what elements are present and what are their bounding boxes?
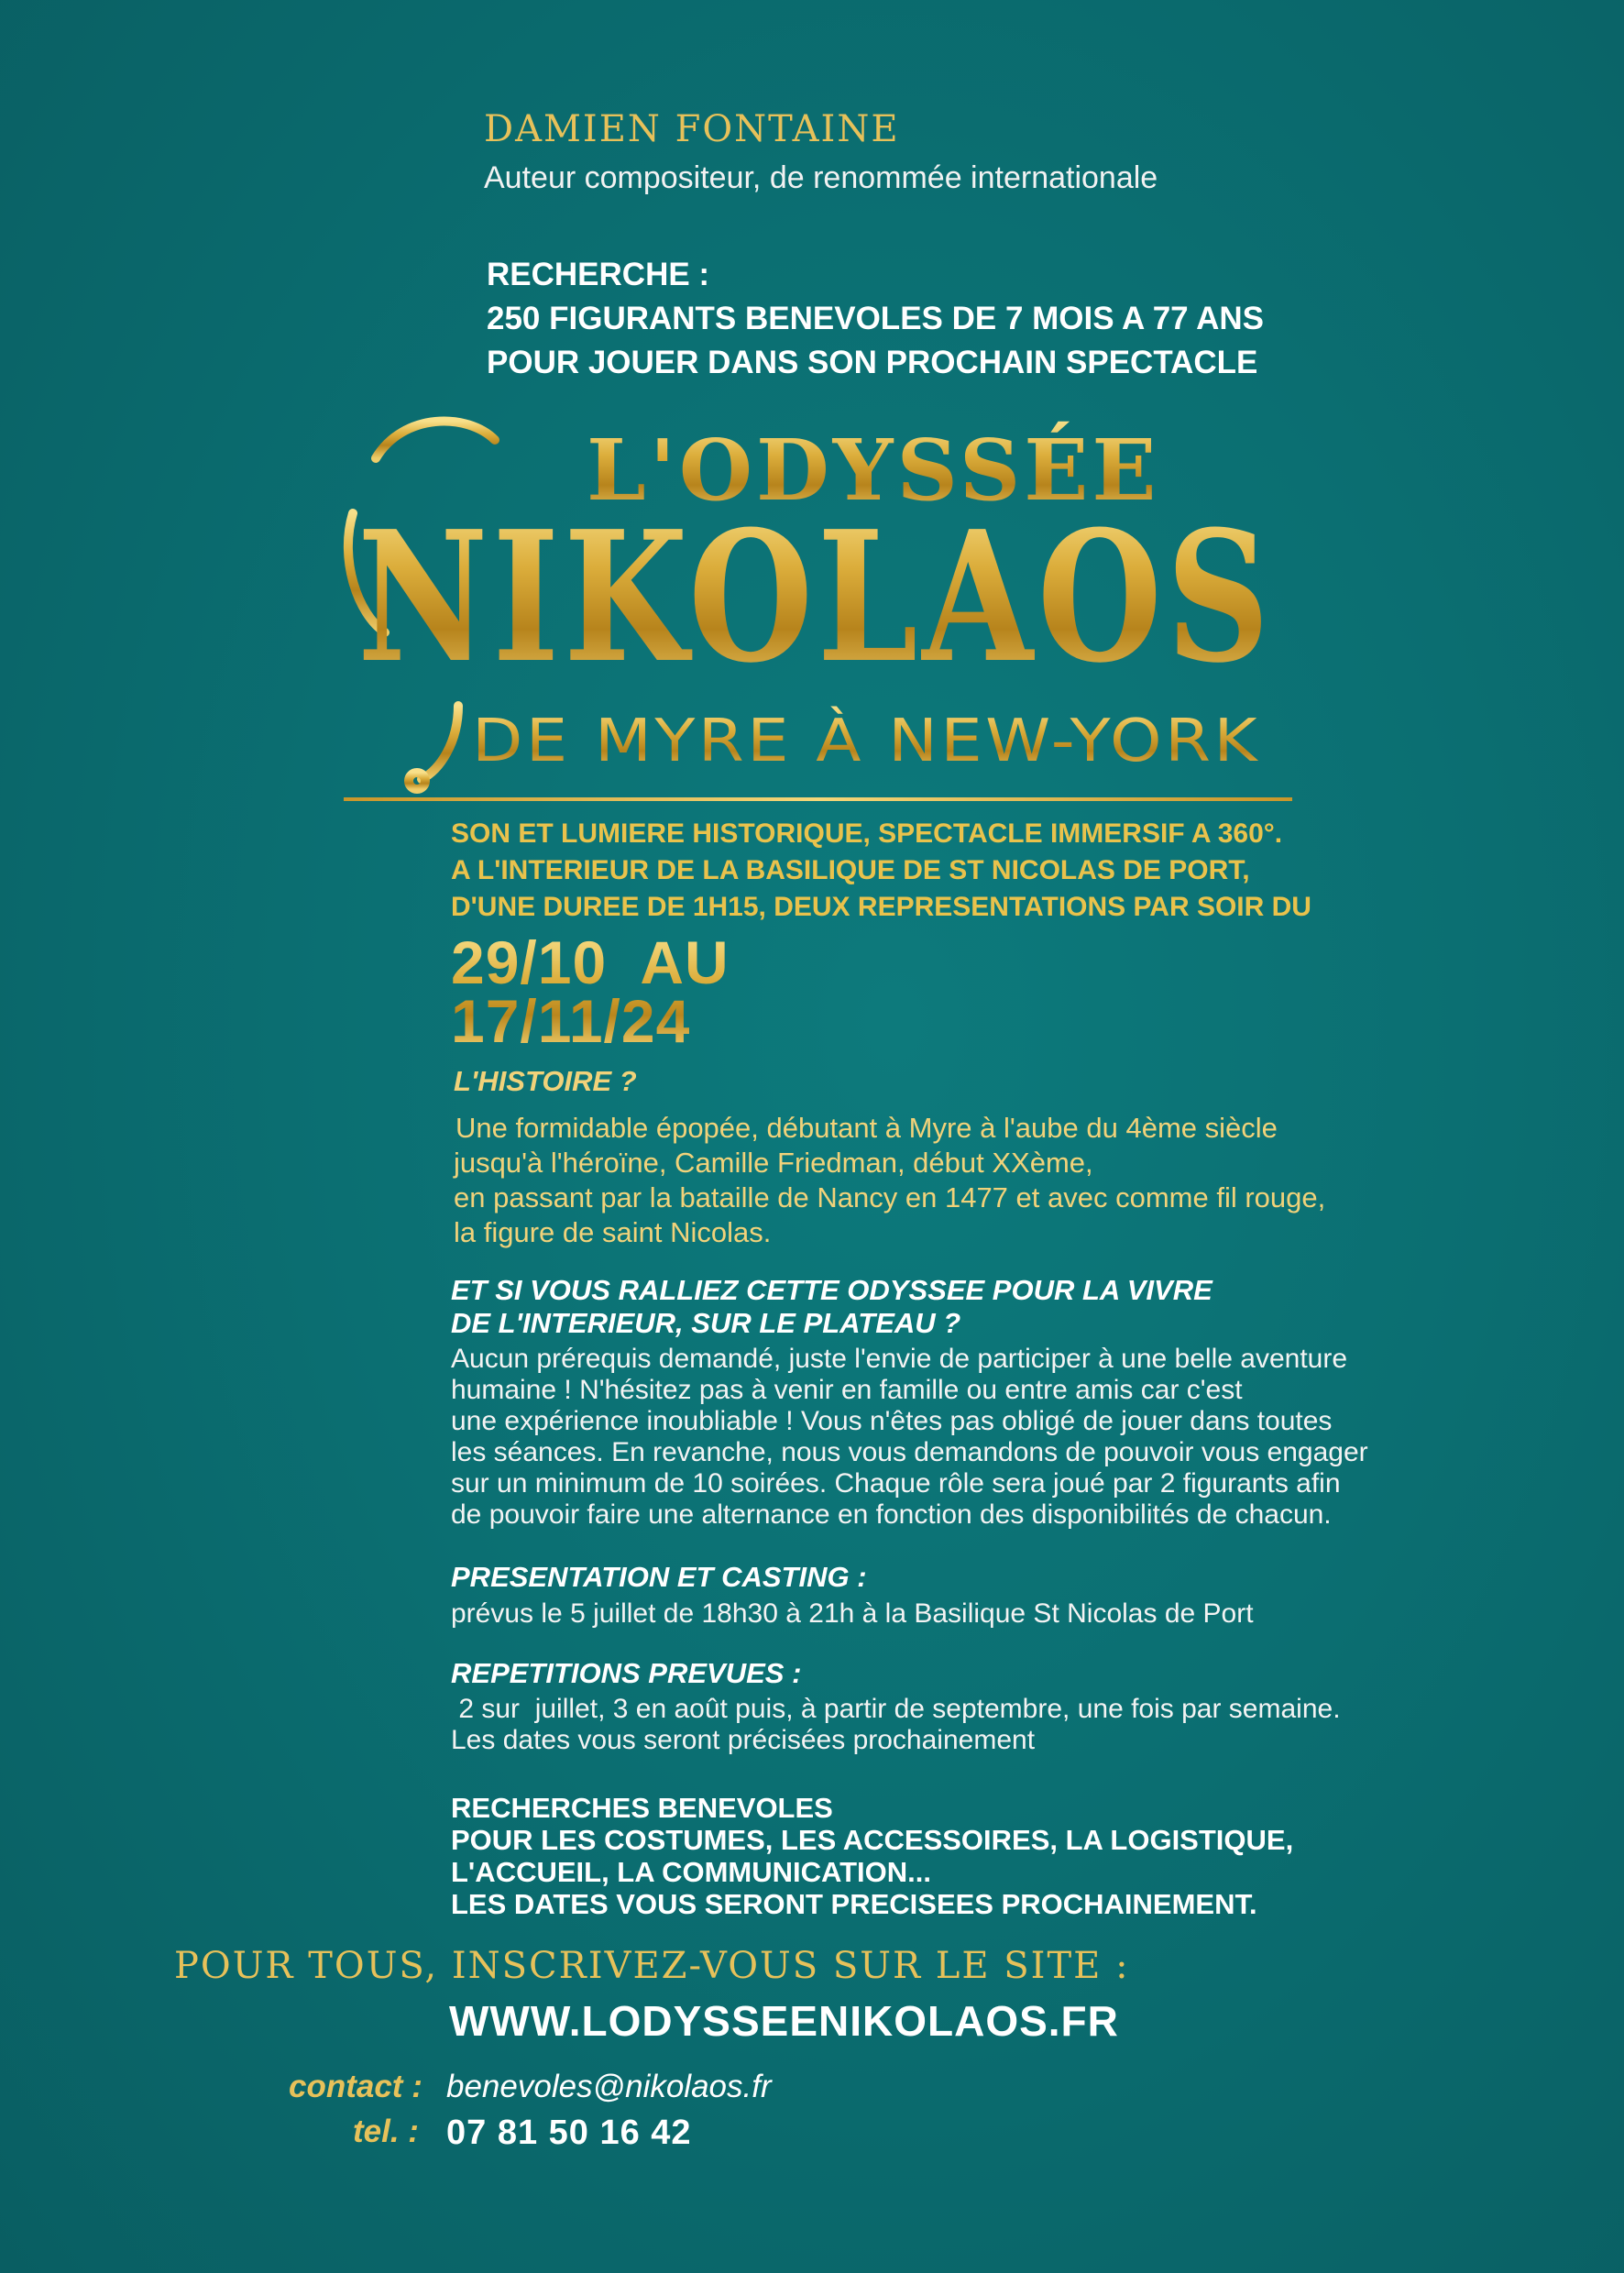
website-link[interactable]: WWW.LODYSSEENIKOLAOS.FR [449,1997,1119,2045]
recherche-line: RECHERCHE : [487,257,710,292]
event-line: D'UNE DUREE DE 1H15, DEUX REPRESENTATIONS PAR SOIR DU [451,892,1311,922]
recherche-line: POUR JOUER DANS SON PROCHAIN SPECTACLE [487,345,1258,380]
casting-body: prévus le 5 juillet de 18h30 à 21h à la Basilique St Nicolas de Port [451,1598,1254,1629]
ralliez-line: Aucun prérequis demandé, juste l'envie de participer à une belle aventure [451,1344,1348,1374]
repetitions-line: 2 sur juillet, 3 en août puis, à partir de septembre, une fois par semaine. [451,1694,1341,1724]
repetitions-body [451,1694,1341,1756]
recherche-block [487,253,1264,385]
casting-heading: PRESENTATION ET CASTING : [451,1561,867,1593]
histoire-line: la figure de saint Nicolas. [454,1216,772,1248]
logo-underline [344,797,1292,801]
show-logo [321,403,1311,816]
tel-label: tel. : [353,2114,419,2149]
ralliez-line: sur un minimum de 10 soirées. Chaque rôle sera joué par 2 figurants afin [451,1468,1341,1499]
benevoles-line: L'ACCUEIL, LA COMMUNICATION... [451,1856,931,1888]
event-line: A L'INTERIEUR DE LA BASILIQUE DE ST NICOLAS DE PORT, [451,855,1250,885]
benevoles-line: POUR LES COSTUMES, LES ACCESSOIRES, LA LOGISTIQUE, [451,1824,1294,1856]
histoire-line: en passant par la bataille de Nancy en 1477 et avec comme fil rouge, [454,1181,1326,1213]
repetitions-line: Les dates vous seront précisées prochainement [451,1725,1036,1755]
ralliez-line: de pouvoir faire une alternance en fonction des disponibilités de chacun. [451,1499,1332,1530]
ralliez-heading [451,1274,1213,1340]
ralliez-line: les séances. En revanche, nous vous demandons de pouvoir vous engager [451,1437,1368,1467]
event-description [451,816,1311,926]
repetitions-heading: REPETITIONS PREVUES : [451,1657,802,1689]
tel-number[interactable]: 07 81 50 16 42 [446,2114,692,2152]
event-date-start: 29/10 AU [451,928,730,996]
recherche-line: 250 FIGURANTS BENEVOLES DE 7 MOIS A 77 ANS [487,301,1264,336]
histoire-line: jusqu'à l'héroïne, Camille Friedman, début XXème, [454,1147,1093,1179]
logo-line2: NIKOLAOS [357,492,1274,703]
author-name: DAMIEN FONTAINE [484,108,900,150]
ralliez-heading-line: DE L'INTERIEUR, SUR LE PLATEAU ? [451,1307,961,1339]
benevoles-line: RECHERCHES BENEVOLES [451,1792,833,1824]
contact-email-link[interactable]: benevoles@nikolaos.fr [446,2069,772,2104]
event-date-end: 17/11/24 [451,987,691,1055]
ralliez-line: une expérience inoubliable ! Vous n'êtes pas obligé de jouer dans toutes [451,1406,1333,1436]
event-line: SON ET LUMIERE HISTORIQUE, SPECTACLE IMMERSIF A 360°. [451,818,1283,849]
histoire-line: Une formidable épopée, débutant à Myre à l'aube du 4ème siècle [455,1112,1278,1144]
logo-line1: L'ODYSSÉE [587,421,1160,520]
benevoles-block [451,1792,1293,1920]
histoire-body [454,1111,1325,1250]
logo-line3: DE MYRE À NEW-YORK [472,708,1173,775]
ralliez-line: humaine ! N'hésitez pas à venir en famille ou entre amis car c'est [451,1375,1243,1405]
event-dates [451,928,730,1055]
inscription-text: POUR TOUS, INSCRIVEZ-VOUS SUR LE SITE : [174,1945,1130,1987]
ralliez-body [451,1344,1368,1531]
ralliez-heading-line: ET SI VOUS RALLIEZ CETTE ODYSSEE POUR LA VIVRE [451,1274,1213,1306]
histoire-heading: L'HISTOIRE ? [454,1065,637,1097]
contact-label: contact : [289,2069,422,2104]
author-description: Auteur compositeur, de renommée internationale [484,160,1158,195]
benevoles-line: LES DATES VOUS SERONT PRECISEES PROCHAINEMENT. [451,1888,1257,1920]
